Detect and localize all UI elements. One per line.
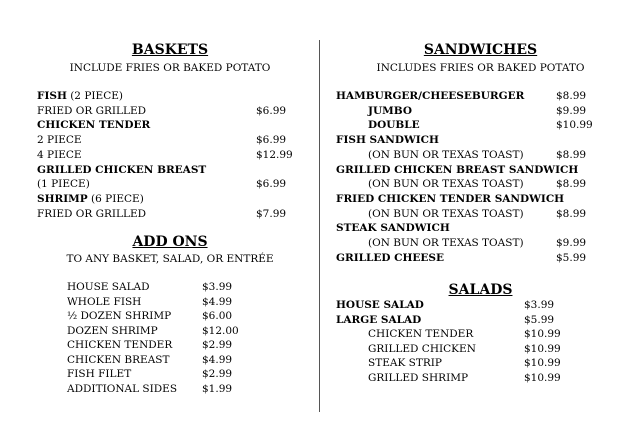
addon-name: ADDITIONAL SIDES [67,382,178,395]
sandwich-price: $8.99 [556,90,587,102]
salad-item: GRILLED CHICKEN [368,342,476,355]
basket-price: $6.99 [256,104,287,117]
addon-price: $1.99 [202,382,233,395]
basket-item-name: CHICKEN TENDER [37,119,151,132]
sandwich-price: $8.99 [556,148,587,161]
addon-price: $3.99 [202,281,233,293]
addons-title: ADD ONS [132,234,208,250]
salad-price: $10.99 [524,342,561,355]
basket-line [37,177,90,191]
sandwich-price: $5.99 [556,251,587,264]
sandwich-item: FRIED CHICKEN TENDER SANDWICH [336,192,565,205]
addon-price: $4.99 [202,295,233,308]
salad-price: $10.99 [524,328,561,341]
baskets-title: BASKETS [131,42,209,58]
salad-item: HOUSE SALAD [336,299,424,311]
sandwich-item: JUMBO [368,104,412,117]
basket-price: $6.99 [256,178,287,191]
basket-price: $6.99 [256,134,287,147]
addon-price: $2.99 [202,339,233,351]
basket-line [37,148,82,162]
salads-title: SALADS [448,282,513,298]
basket-item-detail: (6 PIECE) [87,192,144,205]
salad-price: $3.99 [524,299,555,311]
addon-price: $4.99 [202,353,233,366]
basket-line [37,104,146,118]
salad-item: STEAK STRIP [368,357,442,370]
sandwich-price: $8.99 [556,207,587,220]
basket-item-detail: FRIED OR GRILLED [37,207,147,220]
sandwich-price: $10.99 [556,119,593,132]
salad-price: $5.99 [524,313,555,326]
salad-price: $10.99 [524,372,561,384]
addon-name: FISH FILET [67,368,132,380]
sandwich-price: $8.99 [556,178,587,191]
sandwich-item: DOUBLE [368,119,420,132]
addon-name: ½ DOZEN SHRIMP [67,310,172,322]
salad-item: GRILLED SHRIMP [368,372,469,384]
sandwiches-title: SANDWICHES [423,42,538,58]
basket-item-name: GRILLED CHICKEN BREAST [37,163,207,176]
sandwich-price: $9.99 [556,237,587,249]
addon-name: CHICKEN TENDER [67,339,173,351]
sandwich-item: GRILLED CHICKEN BREAST SANDWICH [336,163,579,176]
sandwich-item: (ON BUN OR TEXAS TOAST) [368,207,524,220]
salad-price: $10.99 [524,357,561,370]
basket-line [37,89,123,103]
basket-item-detail: (1 PIECE) [37,178,90,191]
addon-price: $12.00 [202,324,239,337]
basket-item-name: SHRIMP [37,192,88,205]
basket-item-name: FISH [37,90,67,102]
addon-name: HOUSE SALAD [67,281,150,293]
sandwich-item: STEAK SANDWICH [336,222,450,235]
baskets-subtitle: INCLUDE FRIES OR BAKED POTATO [69,62,271,74]
basket-price: $12.99 [256,148,293,161]
basket-item-detail: (2 PIECE) [66,90,123,102]
basket-line [37,207,146,221]
addon-price: $2.99 [202,368,233,380]
basket-item-detail: 4 PIECE [37,148,82,161]
addon-name: DOZEN SHRIMP [67,324,158,337]
basket-line [37,133,82,147]
sandwiches-subtitle: INCLUDES FRIES OR BAKED POTATO [376,62,585,74]
addons-subtitle: TO ANY BASKET, SALAD, OR ENTRÉE [66,253,274,265]
column-divider [319,40,320,412]
sandwich-item: (ON BUN OR TEXAS TOAST) [368,178,524,191]
basket-price: $7.99 [256,207,287,220]
salad-item: LARGE SALAD [336,313,422,326]
addon-price: $6.00 [202,310,233,322]
sandwich-item: FISH SANDWICH [336,134,439,147]
sandwich-price: $9.99 [556,104,587,117]
basket-line [37,118,150,132]
addon-name: WHOLE FISH [67,295,142,308]
basket-line [37,163,206,177]
sandwich-item: HAMBURGER/CHEESEBURGER [336,90,525,102]
salad-item: CHICKEN TENDER [368,328,474,341]
sandwich-item: GRILLED CHEESE [336,251,445,264]
addon-name: CHICKEN BREAST [67,353,170,366]
sandwich-item: (ON BUN OR TEXAS TOAST) [368,148,524,161]
basket-item-detail: 2 PIECE [37,134,82,147]
basket-line [37,192,144,206]
sandwich-item: (ON BUN OR TEXAS TOAST) [368,237,524,249]
basket-item-detail: FRIED OR GRILLED [37,104,147,117]
